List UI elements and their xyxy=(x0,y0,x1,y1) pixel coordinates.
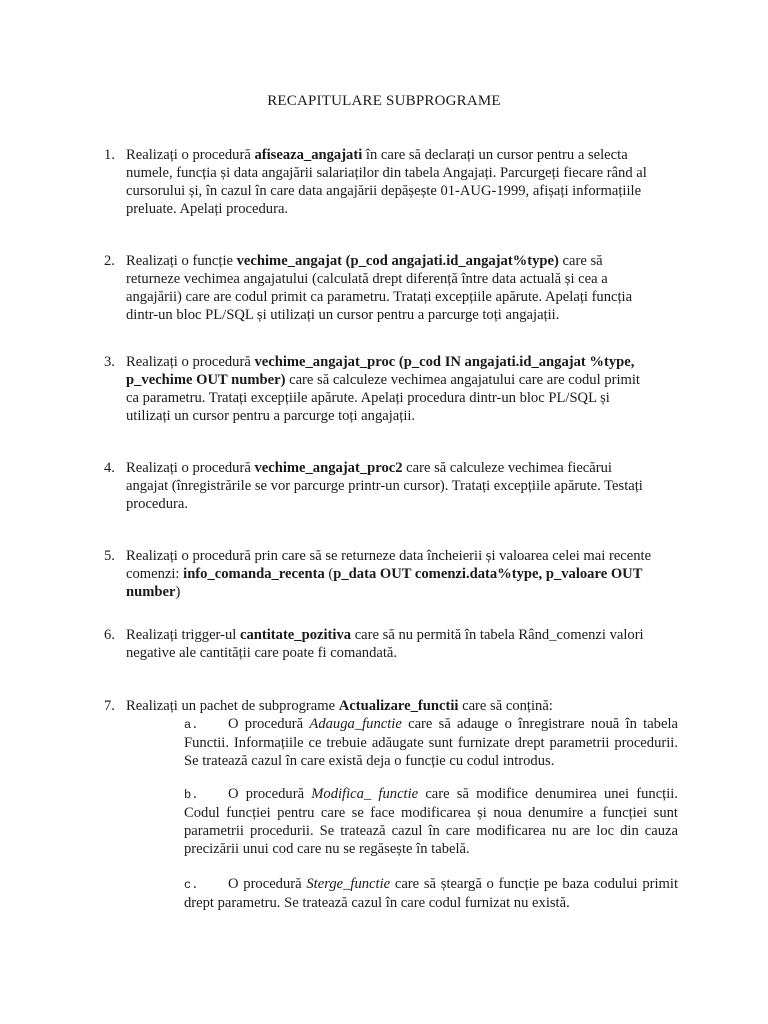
procedure-name: Sterge_functie xyxy=(306,876,391,892)
item-number: 6. xyxy=(104,627,115,643)
item-number: 4. xyxy=(104,460,115,476)
item-text: Realizați o procedură vechime_angajat_proc (p_cod IN angajati.id_angajat %type, p_vechime OUT number) care să calculeze vechimea angajatului care are codul primit ca parametru. Tratați excepțiile apărute. Apelați procedura dintr-un bloc PL/SQL și utilizați un cursor pentru a parcurge toți angajații. xyxy=(126,354,640,424)
procedure-name: Modifica_ functie xyxy=(311,786,419,802)
item-keyword: vechime_angajat_proc2 xyxy=(254,460,403,476)
sub-item-letter: c. xyxy=(184,878,199,892)
item-number: 7. xyxy=(104,698,115,714)
item-keyword: cantitate_pozitiva xyxy=(239,627,352,643)
item-text: Realizați o procedură vechime_angajat_proc2 care să calculeze vechimea fiecărui angajat (înregistrările se vor parcurge printr-un cursor). Tratați excepțiile apărute. Testați procedura. xyxy=(126,460,643,512)
item-keyword: afiseaza_angajati xyxy=(254,147,363,163)
item-text: Realizați trigger-ul cantitate_pozitiva care să nu permită în tabela Rând_comenzi valori negative ale cantității care poate fi comandată. xyxy=(126,627,644,661)
item-keyword: info_comanda_recenta xyxy=(183,566,325,582)
sub-item: b. O procedură Modifica_ functie care să modifice denumirea unei funcții. Codul funcției pentru care se face modificarea și noua denumire a funcției sunt parametrii procedurii. Se tratează cazul în care modificarea nu are loc din cauza precizării unui cod care nu se regăsește în tabelă. xyxy=(184,786,678,857)
item-keyword: p_data OUT comenzi.data%type, p_valoare OUT number xyxy=(126,566,643,600)
item-keyword: vechime_angajat (p_cod angajati.id_angajat%type) xyxy=(236,253,559,269)
item-text: Realizați o procedură prin care să se returneze data încheierii și valoarea celei mai recente comenzi: info_comanda_recenta (p_data OUT comenzi.data%type, p_valoare OUT number) xyxy=(126,548,652,600)
item-text: Realizați un pachet de subprograme Actualizare_functii care să conțină: xyxy=(126,698,553,714)
item-number: 1. xyxy=(104,147,115,163)
procedure-name: Adauga_functie xyxy=(309,716,402,732)
page-title: RECAPITULARE SUBPROGRAME xyxy=(267,93,501,109)
sub-item-letter: a. xyxy=(184,718,199,732)
item-number: 3. xyxy=(104,354,115,370)
item-keyword: vechime_angajat_proc (p_cod IN angajati.id_angajat %type, p_vechime OUT number) xyxy=(126,354,635,388)
sub-item: c. O procedură Sterge_functie care să șteargă o funcție pe baza codului primit drept parametru. Se tratează cazul în care codul furnizat nu există. xyxy=(184,876,678,911)
item-keyword: Actualizare_functii xyxy=(338,698,459,714)
sub-item-letter: b. xyxy=(184,788,199,802)
item-number: 2. xyxy=(104,253,115,269)
item-text: Realizați o funcție vechime_angajat (p_cod angajati.id_angajat%type) care să returneze vechimea angajatului (calculată drept diferență între data actuală și cea a angajării) care are codul primit ca parametru. Tratați excepțiile apărute. Apelați funcția dintr-un bloc PL/SQL și utilizați un cursor pentru a parcurge toți angajații. xyxy=(126,253,633,323)
sub-item: a. O procedură Adauga_functie care să adauge o înregistrare nouă în tabela Functii. Informațiile ce trebuie adăugate sunt furnizate drept parametrii procedurii. Se tratează cazul în care există deja o funcție cu codul introdus. xyxy=(184,716,678,769)
item-text: Realizați o procedură afiseaza_angajati în care să declarați un cursor pentru a selecta numele, funcția și data angajării salariaților din tabela Angajați. Parcurgeți fiecare rând al cursorului și, în cazul în care data angajării depășește 01-AUG-1999, afișați informațiile preluate. Apelați procedura. xyxy=(126,147,647,217)
item-number: 5. xyxy=(104,548,115,564)
